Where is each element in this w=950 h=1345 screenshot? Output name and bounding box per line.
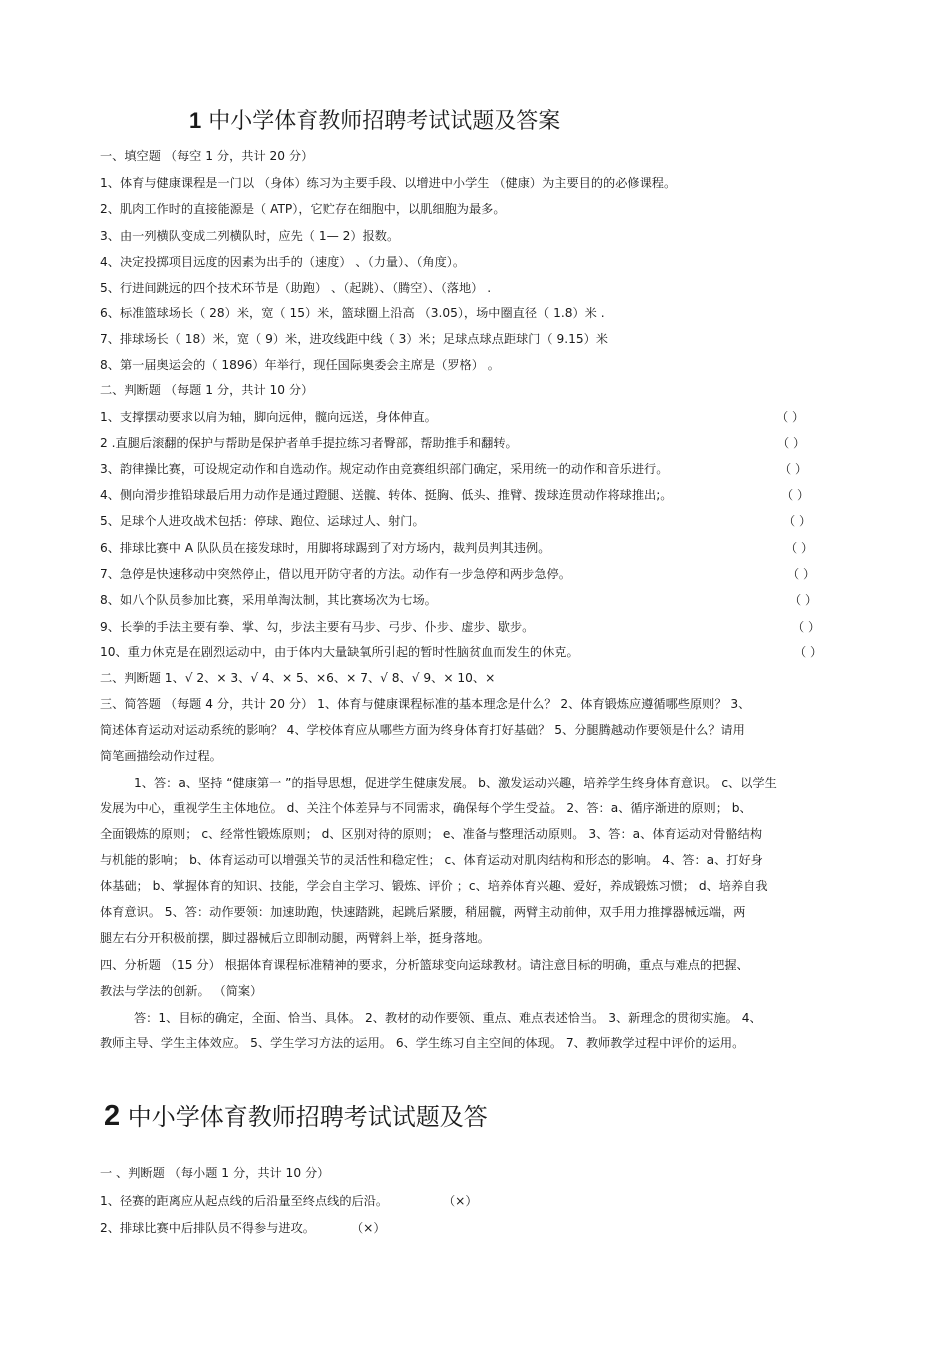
analysis-answer-line-2: 教师主导、学生主体效应。 5、学生学习方法的运用。 6、学生练习自主空间的体现。 7、教师教学过程中评价的运用。 — [100, 1036, 745, 1050]
fill-heading: 一、填空题 （每空 1 分，共计 20 分） — [100, 149, 314, 163]
section2-item-2: 2、排球比赛中后排队员不得参与进攻。 — [100, 1221, 315, 1235]
judge-mark-9: （ ） — [792, 620, 821, 634]
analysis-heading-line-2: 教法与学法的创新。 （简案） — [100, 984, 263, 998]
short-answer-line-1: 三、简答题 （每题 4 分，共计 20 分） 1、体育与健康课程标准的基本理念是什么？ 2、体育锻炼应遵循哪些原则？ 3、 — [100, 697, 751, 711]
answer-line-6: 体育意识。 5、答：动作要领：加速助跑，快速踏跳，起跳后紧腰，稍屈髋，两臂主动前伸，双手用力推撑器械远端，两 — [100, 905, 746, 919]
answer-line-1: 1、答：a、坚持 “健康第一 ”的指导思想，促进学生健康发展。 b、激发运动兴趣，培养学生终身体育意识。 c、以学生 — [134, 776, 777, 790]
section1-title-number: 1 — [189, 108, 202, 133]
judge-mark-8: （ ） — [789, 593, 818, 607]
judge-item-1: 1、支撑摆动要求以肩为轴，脚向远伸，髋向远送，身体伸直。 — [100, 410, 437, 424]
judge-mark-2: （ ） — [777, 436, 806, 450]
answer-line-5: 体基础； b、掌握体育的知识、技能，学会自主学习、锻炼、评价 ；c、培养体育兴趣、爱好，养成锻炼习惯； d、培养自我 — [100, 879, 768, 893]
short-answer-line-2: 简述体育运动对运动系统的影响？ 4、学校体育应从哪些方面为终身体育打好基础？ 5、分腿腾越动作要领是什么？请用 — [100, 723, 745, 737]
judge-item-7: 7、急停是快速移动中突然停止，借以甩开防守者的方法。动作有一步急停和两步急停。 — [100, 567, 571, 581]
fill-item-8: 8、第一届奥运会的（ 1896）年举行，现任国际奥委会主席是（罗格） 。 — [100, 358, 500, 372]
judge-mark-1: （ ） — [776, 410, 805, 424]
judge-mark-7: （ ） — [787, 567, 816, 581]
judge-item-2: 2 .直腿后滚翻的保护与帮助是保护者单手提拉练习者臀部，帮助推手和翻转。 — [100, 436, 518, 450]
fill-item-5: 5、行进间跳远的四个技术环节是（助跑） 、（起跳）、（腾空）、（落地） . — [100, 281, 492, 295]
judge-mark-10: （ ） — [794, 645, 823, 659]
fill-item-6: 6、标准篮球场长（ 28）米，宽（ 15）米，篮球圈上沿高 （3.05），场中圈直径（ 1.8）米 . — [100, 306, 605, 320]
judge-item-3: 3、韵律操比赛，可设规定动作和自选动作。规定动作由竞赛组织部门确定，采用统一的动作和音乐进行。 — [100, 462, 669, 476]
judge-mark-3: （ ） — [779, 462, 808, 476]
answer-line-7: 腿左右分开积极前摆，脚过器械后立即制动腿，两臂斜上举，挺身落地。 — [100, 931, 490, 945]
fill-item-7: 7、排球场长（ 18）米，宽（ 9）米，进攻线距中线（ 3）米；足球点球点距球门（ 9.15）米 — [100, 332, 608, 346]
short-answer-line-3: 简笔画描绘动作过程。 — [100, 749, 222, 763]
fill-item-2: 2、肌肉工作时的直接能源是（ ATP），它贮存在细胞中，以肌细胞为最多。 — [100, 202, 506, 216]
judge-item-6: 6、排球比赛中 A 队队员在接发球时，用脚将球踢到了对方场内，裁判员判其违例。 — [100, 541, 551, 555]
fill-item-1: 1、体育与健康课程是一门以 （身体）练习为主要手段、以增进中小学生 （健康）为主要目的的必修课程。 — [100, 176, 677, 190]
fill-item-4: 4、决定投掷项目远度的因素为出手的（速度） 、（力量）、（角度）。 — [100, 255, 466, 269]
judge-item-9: 9、长拳的手法主要有拳、掌、勾，步法主要有马步、弓步、仆步、虚步、歇步。 — [100, 620, 535, 634]
section2-mark-2: （×） — [351, 1221, 386, 1235]
fill-item-3: 3、由一列横队变成二列横队时，应先（ 1— 2）报数。 — [100, 229, 400, 243]
section2-judge-heading: 一 、判断题 （每小题 1 分，共计 10 分） — [100, 1166, 330, 1180]
section1-title-text: 中小学体育教师招聘考试试题及答案 — [208, 109, 561, 134]
judge-mark-5: （ ） — [783, 514, 812, 528]
section2-title-text: 中小学体育教师招聘考试试题及答 — [127, 1103, 488, 1131]
section2-mark-1: （×） — [443, 1194, 478, 1208]
section2-title-number: 2 — [104, 1100, 121, 1132]
judge-item-10: 10、重力休克是在剧烈运动中，由于体内大量缺氧所引起的暂时性脑贫血而发生的休克。 — [100, 645, 579, 659]
answer-line-3: 全面锻炼的原则； c、经常性锻炼原则； d、区别对待的原则； e、准备与整理活动原则。 3、答：a、体育运动对骨骼结构 — [100, 827, 763, 841]
judge-item-8: 8、如八个队员参加比赛，采用单淘汰制，其比赛场次为七场。 — [100, 593, 437, 607]
analysis-heading-line-1: 四、分析题 （15 分） 根据体育课程标准精神的要求，分析篮球变向运球教材。请注意目标的明确，重点与难点的把握、 — [100, 958, 749, 972]
section2-title — [104, 1101, 488, 1132]
judge-answers: 二、判断题 1、√ 2、× 3、√ 4、× 5、×6、× 7、√ 8、√ 9、× 10、× — [100, 671, 496, 685]
section1-title — [189, 107, 560, 136]
judge-heading: 二、判断题 （每题 1 分，共计 10 分） — [100, 383, 314, 397]
answer-line-4: 与机能的影响； b、体育运动可以增强关节的灵活性和稳定性； c、体育运动对肌肉结构和形态的影响。 4、答：a、打好身 — [100, 853, 763, 867]
analysis-answer-line-1: 答：1、目标的确定，全面、恰当、具体。 2、教材的动作要领、重点、难点表述恰当。 3、新理念的贯彻实施。 4、 — [134, 1011, 762, 1025]
judge-item-4: 4、侧向滑步推铅球最后用力动作是通过蹬腿、送髋、转体、挺胸、低头、推臂、拨球连贯动作将球推出;。 — [100, 488, 673, 502]
section2-item-1: 1、径赛的距离应从起点线的后沿量至终点线的后沿。 — [100, 1194, 389, 1208]
judge-mark-6: （ ） — [785, 541, 814, 555]
answer-line-2: 发展为中心，重视学生主体地位。 d、关注个体差异与不同需求，确保每个学生受益。 2、答：a、循序渐进的原则； b、 — [100, 801, 752, 815]
judge-mark-4: （ ） — [781, 488, 810, 502]
judge-item-5: 5、足球个人进攻战术包括：停球、跑位、运球过人、射门。 — [100, 514, 425, 528]
